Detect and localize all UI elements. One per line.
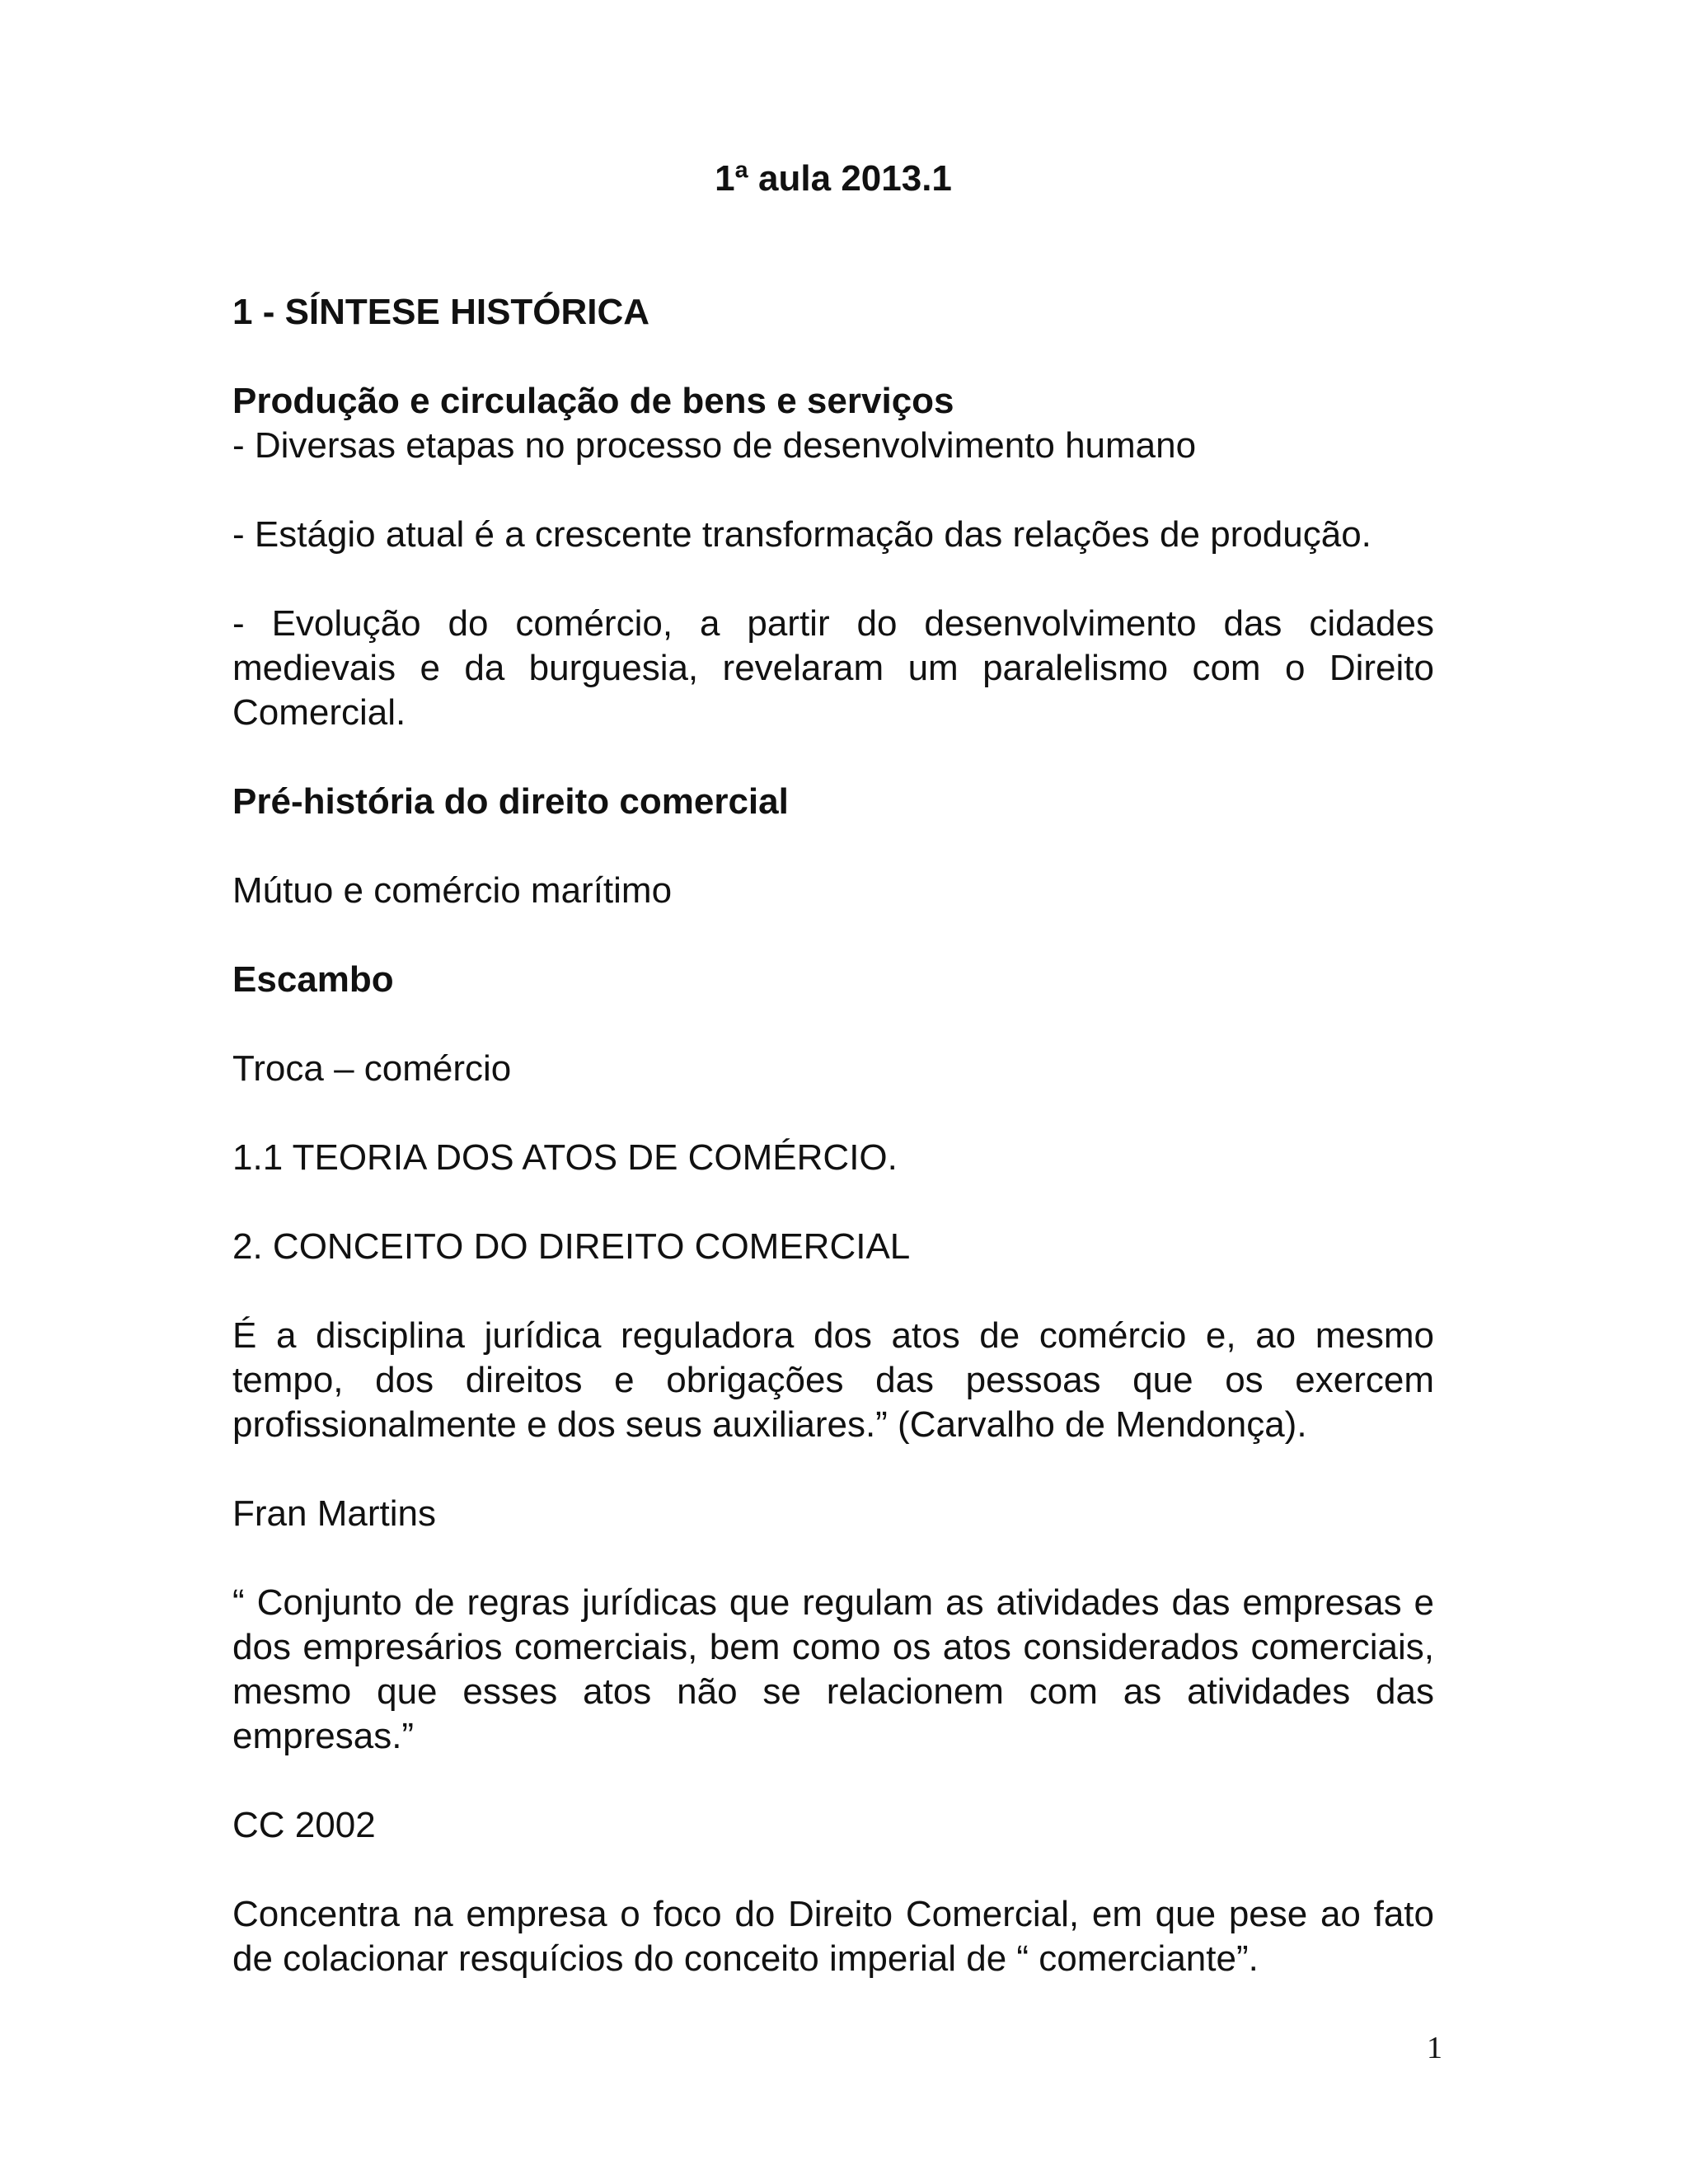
- document-page: [232, 157, 1434, 1981]
- paragraph-fran-martins: Fran Martins: [232, 1493, 436, 1534]
- paragraph-estagio-atual: - Estágio atual é a crescente transformação das relações de produção.: [232, 514, 1372, 555]
- page-number: 1: [1427, 2031, 1442, 2065]
- paragraph-disciplina-juridica: É a disciplina jurídica reguladora dos atos de comércio e, ao mesmo tempo, dos direitos e obrigações das pessoas que os exercem profissionalmente e dos seus auxiliares.” (Carvalho de Mendonça).: [232, 1315, 1434, 1445]
- paragraph-cc-2002: CC 2002: [232, 1805, 376, 1845]
- section-heading-sintese-historica: 1 - SÍNTESE HISTÓRICA: [232, 292, 650, 332]
- section-heading-conceito: 2. CONCEITO DO DIREITO COMERCIAL: [232, 1226, 911, 1267]
- paragraph-concentra-empresa: Concentra na empresa o foco do Direito Comercial, em que pese ao fato de colacionar resquícios do conceito imperial de “ comerciante”.: [232, 1894, 1434, 1979]
- paragraph-conjunto-regras: “ Conjunto de regras jurídicas que regulam as atividades das empresas e dos empresários comerciais, bem como os atos considerados comerciais, mesmo que esses atos não se relacionem com as atividades das empresas.”: [232, 1582, 1434, 1756]
- paragraph-troca: Troca – comércio: [232, 1048, 512, 1089]
- paragraph-diversas-etapas: - Diversas etapas no processo de desenvolvimento humano: [232, 425, 1197, 466]
- subheading-pre-historia: Pré-história do direito comercial: [232, 781, 789, 822]
- paragraph-mutuo: Mútuo e comércio marítimo: [232, 870, 673, 911]
- paragraph-evolucao-comercio: - Evolução do comércio, a partir do desenvolvimento das cidades medievais e da burguesia, revelaram um paralelismo com o Direito Comercial.: [232, 603, 1434, 733]
- subheading-escambo: Escambo: [232, 959, 394, 1000]
- section-heading-teoria-atos: 1.1 TEORIA DOS ATOS DE COMÉRCIO.: [232, 1137, 898, 1178]
- document-title: 1ª aula 2013.1: [715, 158, 952, 199]
- subheading-producao-circulacao: Produção e circulação de bens e serviços: [232, 381, 954, 421]
